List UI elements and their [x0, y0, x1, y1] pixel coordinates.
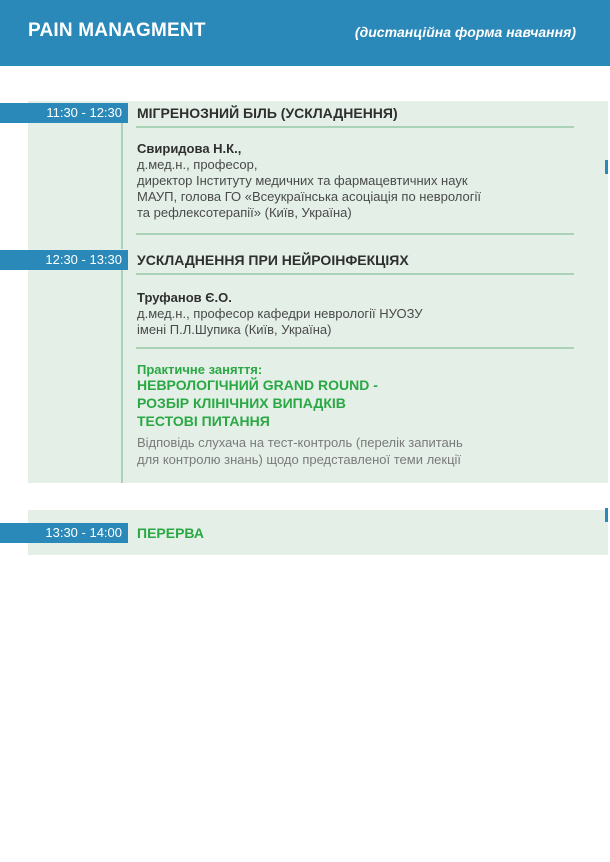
- practical-description: [137, 434, 577, 468]
- practical-title-line: ТЕСТОВІ ПИТАННЯ: [137, 413, 270, 429]
- speaker-info: [137, 306, 567, 338]
- session-title: УСКЛАДНЕННЯ ПРИ НЕЙРОІНФЕКЦІЯХ: [137, 252, 409, 268]
- break-title: ПЕРЕРВА: [137, 525, 204, 541]
- speaker-info: [137, 157, 567, 221]
- edge-marker: [605, 508, 608, 522]
- divider-horizontal: [136, 126, 574, 128]
- page-subtitle: (дистанційна форма навчання): [354, 24, 576, 40]
- divider-vertical: [121, 270, 123, 483]
- practical-title: [137, 376, 378, 430]
- speaker-name: Свиридова Н.К.,: [137, 141, 242, 156]
- practical-title-line: РОЗБІР КЛІНІЧНИХ ВИПАДКІВ: [137, 395, 346, 411]
- speaker-info-line: директор Інституту медичних та фармацевтичних наук: [137, 173, 468, 188]
- divider-horizontal: [136, 347, 574, 349]
- break-time: 13:30 - 14:00: [0, 523, 128, 543]
- divider-horizontal: [136, 233, 574, 235]
- edge-marker: [605, 160, 608, 174]
- practical-description-line: для контролю знань) щодо представленої теми лекції: [137, 452, 462, 467]
- speaker-info-line: імені П.Л.Шупика (Київ, Україна): [137, 322, 332, 337]
- practical-label: Практичне заняття:: [137, 362, 263, 377]
- page-header: [0, 0, 610, 66]
- speaker-name: Труфанов Є.О.: [137, 290, 232, 305]
- practical-title-line: НЕВРОЛОГІЧНИЙ GRAND ROUND -: [137, 377, 378, 393]
- session-title: МІГРЕНОЗНИЙ БІЛЬ (УСКЛАДНЕННЯ): [137, 105, 398, 121]
- session-time: 12:30 - 13:30: [0, 250, 128, 270]
- speaker-info-line: д.мед.н., професор,: [137, 157, 258, 172]
- divider-horizontal: [136, 273, 574, 275]
- speaker-info-line: д.мед.н., професор кафедри неврології НУОЗУ: [137, 306, 423, 321]
- divider-vertical: [121, 123, 123, 249]
- practical-description-line: Відповідь слухача на тест-контроль (перелік запитань: [137, 435, 463, 450]
- page-title: PAIN MANAGMENT: [28, 20, 206, 41]
- speaker-info-line: МАУП, голова ГО «Всеукраїнська асоціація по неврології: [137, 189, 481, 204]
- session-time: 11:30 - 12:30: [0, 103, 128, 123]
- speaker-info-line: та рефлексотерапії» (Київ, Україна): [137, 205, 352, 220]
